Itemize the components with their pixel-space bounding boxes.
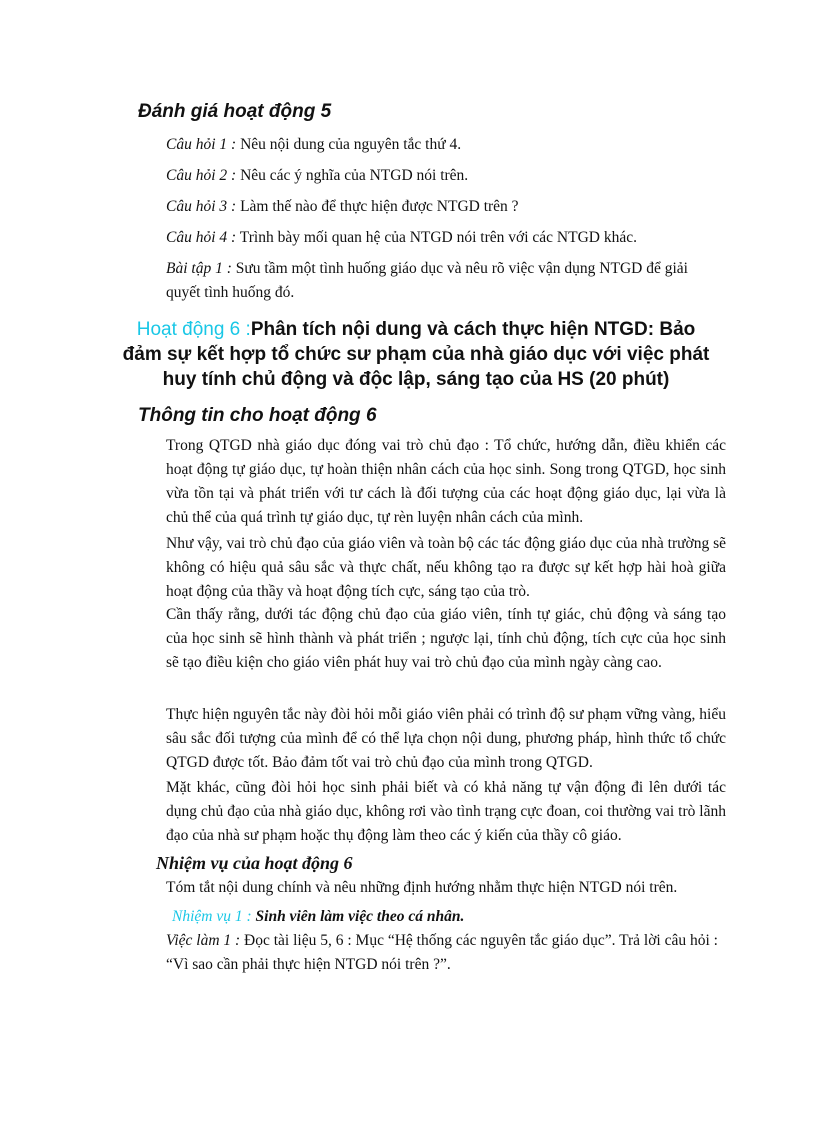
activity-6-title: Phân tích nội dung và cách thực hiện NTGD: Bảo đảm sự kết hợp tổ chức sư phạm của nhà giáo dục với việc phát huy tính chủ động và độc lập, sáng tạo của HS (20 phút) xyxy=(122,319,710,390)
evaluation-heading: Đánh giá hoạt động 5 xyxy=(138,101,332,122)
task-1-text: Sinh viên làm việc theo cá nhân. xyxy=(255,908,465,925)
question-2-text: Nêu các ý nghĩa của NTGD nói trên. xyxy=(240,167,469,184)
question-1 xyxy=(166,133,726,157)
work-1-text: Đọc tài liệu 5, 6 : Mục “Hệ thống các nguyên tắc giáo dục”. Trả lời câu hỏi : “Vì sao cần phải thực hiện NTGD nói trên ?”. xyxy=(166,932,718,973)
exercise-1 xyxy=(166,257,726,305)
info-heading: Thông tin cho hoạt động 6 xyxy=(138,405,377,426)
activity-6-heading xyxy=(120,317,712,392)
question-4-label: Câu hỏi 4 : xyxy=(166,229,237,246)
question-2 xyxy=(166,164,726,188)
question-1-text: Nêu nội dung của nguyên tắc thứ 4. xyxy=(240,136,462,153)
tasks-description: Tóm tắt nội dung chính và nêu những định hướng nhằm thực hiện NTGD nói trên. xyxy=(166,879,678,896)
tasks-heading: Nhiệm vụ của hoạt động 6 xyxy=(156,853,353,873)
question-4 xyxy=(166,226,726,250)
info-paragraph: Như vậy, vai trò chủ đạo của giáo viên và toàn bộ các tác động giáo dục của nhà trường sẽ không có hiệu quả sâu sắc và thực chất, nếu không tạo ra được sự kết hợp hài hoà giữa hoạt động của thầy và hoạt động tích cực, sáng tạo của trò. xyxy=(166,535,726,600)
task-1 xyxy=(172,905,732,929)
info-paragraph: Thực hiện nguyên tắc này đòi hỏi mỗi giáo viên phải có trình độ sư phạm vững vàng, hiểu sâu sắc đối tượng của mình để có thể lựa chọn nội dung, phương pháp, hình thức tổ chức QTGD được tốt. Bảo đảm tốt vai trò chủ đạo của mình trong QTGD. xyxy=(166,706,726,771)
exercise-1-text: Sưu tầm một tình huống giáo dục và nêu rõ việc vận dụng NTGD để giải quyết tình huống đó. xyxy=(166,260,688,301)
info-paragraph: Trong QTGD nhà giáo dục đóng vai trò chủ đạo : Tổ chức, hướng dẫn, điều khiển các hoạt động tự giáo dục, tự hoàn thiện nhân cách của học sinh. Song trong QTGD, học sinh vừa tồn tại và phát triển với tư cách là đối tượng của các hoạt động giáo dục, lại vừa là chủ thể của quá trình tự giáo dục, tự rèn luyện nhân cách của mình. xyxy=(166,437,726,526)
question-3-text: Làm thế nào để thực hiện được NTGD trên ? xyxy=(240,198,519,215)
task-1-label: Nhiệm vụ 1 : xyxy=(172,908,252,925)
question-3 xyxy=(166,195,726,219)
question-4-text: Trình bày mối quan hệ của NTGD nói trên với các NTGD khác. xyxy=(239,229,637,246)
activity-6-prefix: Hoạt động 6 : xyxy=(136,319,251,340)
work-1 xyxy=(166,929,726,977)
info-paragraph: Cần thấy rằng, dưới tác động chủ đạo của giáo viên, tính tự giác, chủ động và sáng tạo của học sinh sẽ hình thành và phát triển ; ngược lại, tính chủ động, tích cực của học sinh sẽ tạo điều kiện cho giáo viên phát huy vai trò chủ đạo của mình ngày càng cao. xyxy=(166,606,726,671)
question-2-label: Câu hỏi 2 : xyxy=(166,167,237,184)
exercise-1-label: Bài tập 1 : xyxy=(166,260,232,277)
question-3-label: Câu hỏi 3 : xyxy=(166,198,237,215)
info-paragraph: Mặt khác, cũng đòi hỏi học sinh phải biết và có khả năng tự vận động đi lên dưới tác dụng chủ đạo của nhà giáo dục, không rơi vào tình trạng cực đoan, coi thường vai trò lãnh đạo của nhà sư phạm hoặc thụ động làm theo các ý kiến của thầy cô giáo. xyxy=(166,779,726,844)
question-1-label: Câu hỏi 1 : xyxy=(166,136,237,153)
work-1-label: Việc làm 1 : xyxy=(166,932,241,949)
